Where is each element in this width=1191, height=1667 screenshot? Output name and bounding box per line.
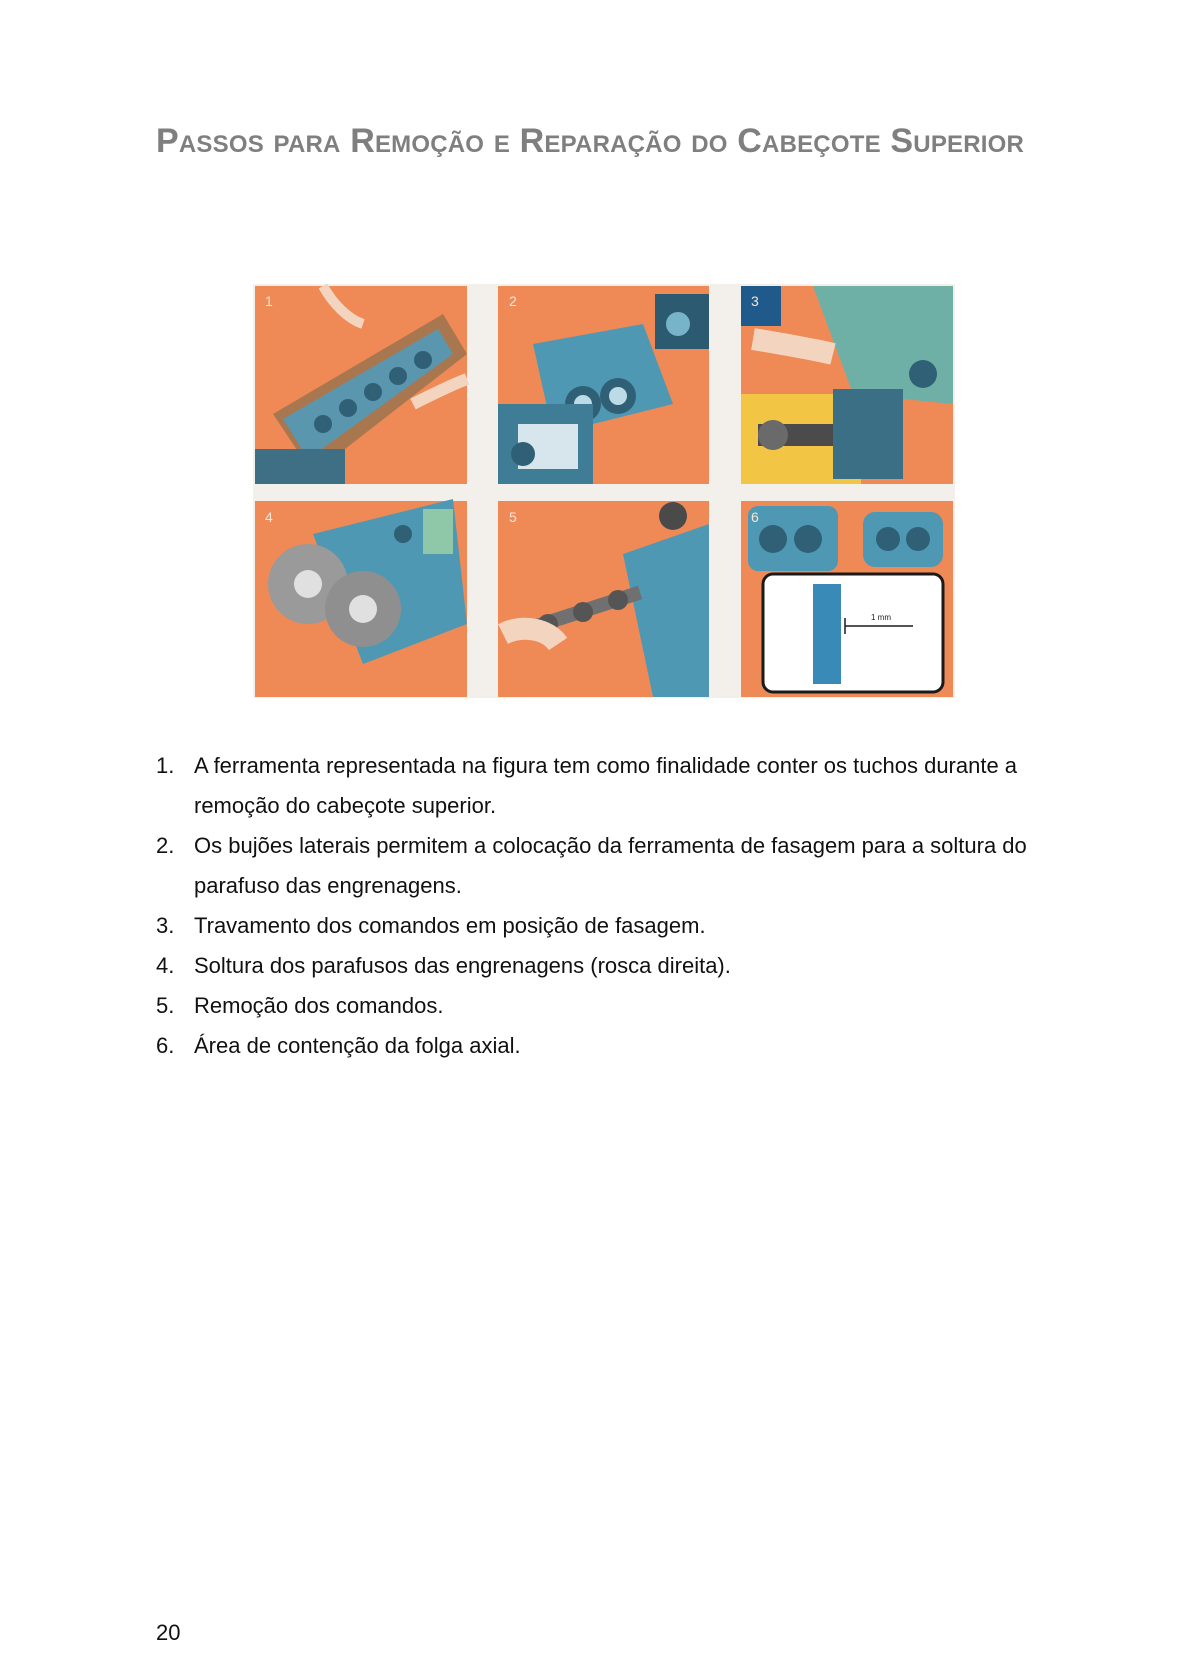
step-text: Remoção dos comandos. bbox=[194, 993, 444, 1018]
panel-5-number: 5 bbox=[509, 509, 517, 525]
panel-1 bbox=[255, 286, 467, 484]
step-item bbox=[156, 906, 1056, 946]
panel-2-number: 2 bbox=[509, 293, 517, 309]
step-item bbox=[156, 746, 1056, 826]
page-title: Passos para Remoção e Reparação do Cabeçote Superior bbox=[156, 122, 1025, 160]
step-number: 2. bbox=[156, 833, 175, 858]
panel-6 bbox=[741, 501, 953, 697]
step-text: Os bujões laterais permitem a colocação da ferramenta de fasagem para a soltura do parafuso das engrenagens. bbox=[194, 833, 1027, 898]
panel-5 bbox=[498, 501, 709, 697]
panel-3 bbox=[741, 286, 953, 484]
panel-1-number: 1 bbox=[265, 293, 273, 309]
step-number: 4. bbox=[156, 953, 175, 978]
measure-label: 1 mm bbox=[871, 613, 891, 622]
step-number: 5. bbox=[156, 993, 175, 1018]
step-text: Soltura dos parafusos das engrenagens (rosca direita). bbox=[194, 953, 731, 978]
page-number: 20 bbox=[156, 1620, 181, 1645]
step-number: 3. bbox=[156, 913, 175, 938]
step-text: Travamento dos comandos em posição de fasagem. bbox=[194, 913, 706, 938]
panel-2 bbox=[498, 286, 709, 484]
step-item bbox=[156, 1026, 1056, 1066]
step-item bbox=[156, 826, 1056, 906]
step-number: 1. bbox=[156, 753, 175, 778]
steps-list bbox=[156, 746, 1056, 1066]
step-item bbox=[156, 946, 1056, 986]
panel-6-number: 6 bbox=[751, 509, 759, 525]
camshaft-removal-illustration bbox=[253, 284, 955, 698]
panel-4 bbox=[255, 499, 467, 697]
step-number: 6. bbox=[156, 1033, 175, 1058]
panel-3-number: 3 bbox=[751, 293, 759, 309]
step-text: A ferramenta representada na figura tem como finalidade conter os tuchos durante a remoção do cabeçote superior. bbox=[194, 753, 1018, 818]
step-text: Área de contenção da folga axial. bbox=[194, 1033, 521, 1058]
panel-4-number: 4 bbox=[265, 509, 273, 525]
step-item bbox=[156, 986, 1056, 1026]
